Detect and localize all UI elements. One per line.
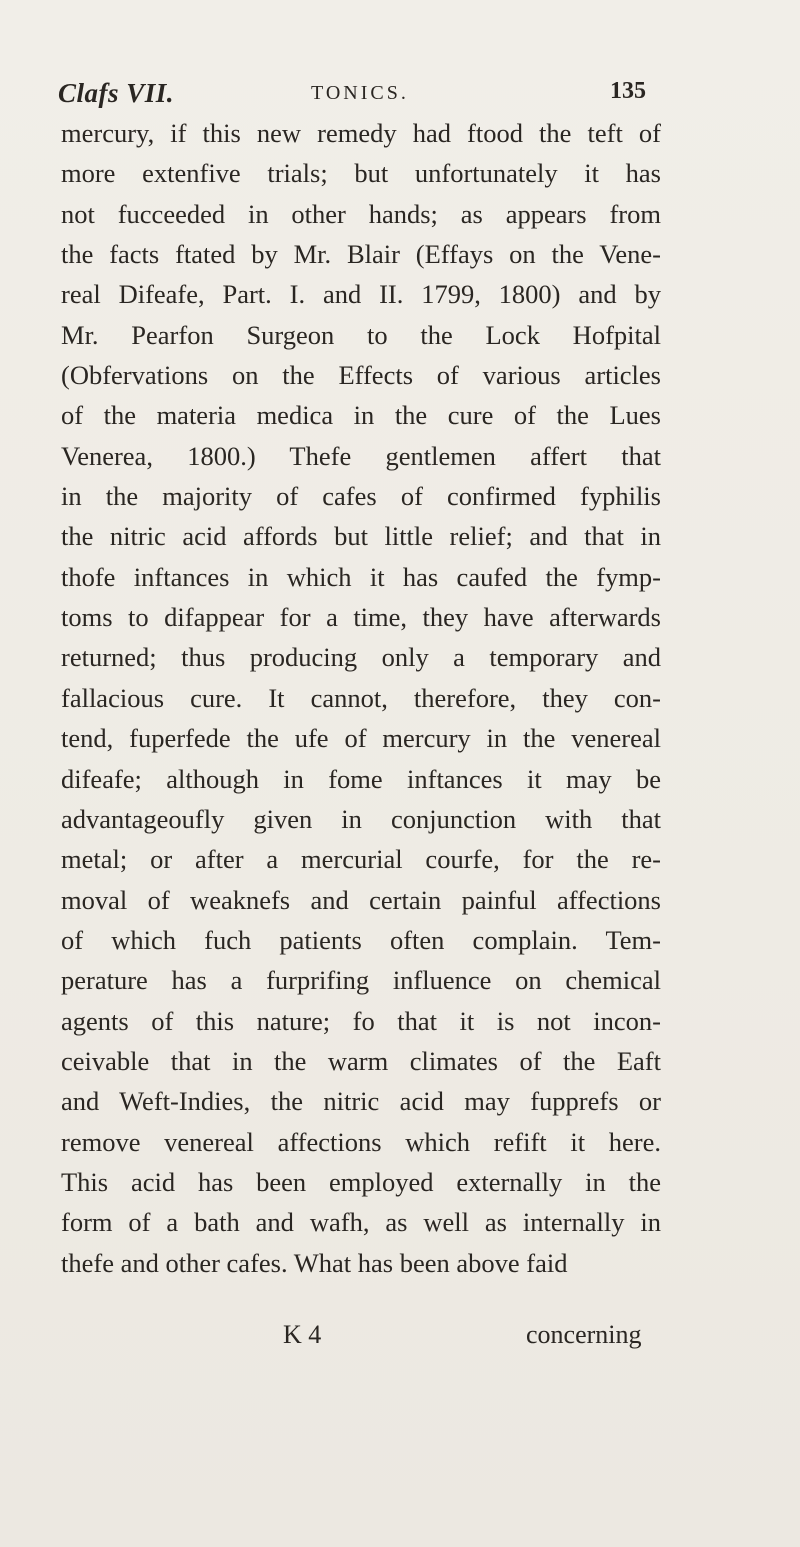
page-footer — [61, 1320, 661, 1360]
text-line: metal; or after a mercurial courfe, for the re- — [61, 844, 661, 875]
text-line: agents of this nature; fo that it is not incon- — [61, 1005, 661, 1036]
page-number: 135 — [610, 78, 646, 104]
text-line: form of a bath and wafh, as well as internally in — [61, 1207, 661, 1238]
text-line: the facts ftated by Mr. Blair (Effays on the Vene- — [61, 239, 661, 270]
text-line: in the majority of cafes of confirmed fyphilis — [61, 481, 661, 512]
catchword: concerning — [526, 1320, 642, 1349]
text-line: of the materia medica in the cure of the Lues — [61, 400, 661, 431]
text-line: fallacious cure. It cannot, therefore, they con- — [61, 682, 661, 713]
text-line: thofe inftances in which it has caufed the fymp- — [61, 561, 661, 592]
text-line: not fucceeded in other hands; as appears from — [61, 198, 661, 229]
text-line: toms to difappear for a time, they have afterwards — [61, 602, 661, 633]
text-line: thefe and other cafes. What has been above faid — [61, 1247, 568, 1278]
text-line: moval of weaknefs and certain painful affections — [61, 884, 661, 915]
text-line: more extenfive trials; but unfortunately it has — [61, 158, 661, 189]
text-line: remove venereal affections which refift it here. — [61, 1126, 661, 1157]
text-line: This acid has been employed externally in the — [61, 1166, 661, 1197]
text-line: perature has a furprifing influence on chemical — [61, 965, 661, 996]
signature-mark: K 4 — [283, 1320, 322, 1349]
text-line: Venerea, 1800.) Thefe gentlemen affert that — [61, 440, 661, 471]
text-line: Mr. Pearfon Surgeon to the Lock Hofpital — [61, 319, 661, 350]
text-line: advantageoufly given in conjunction with that — [61, 803, 661, 834]
text-line: tend, fuperfede the ufe of mercury in the venereal — [61, 723, 661, 754]
body-text — [61, 113, 661, 1283]
running-header — [58, 78, 658, 118]
text-line: of which fuch patients often complain. Tem- — [61, 924, 661, 955]
class-heading: Clafs VII. — [58, 78, 175, 108]
section-title: TONICS. — [311, 82, 409, 104]
text-line: mercury, if this new remedy had ftood the teft of — [61, 118, 661, 148]
text-line: returned; thus producing only a temporary and — [61, 642, 661, 673]
text-line: (Obfervations on the Effects of various articles — [61, 360, 661, 391]
text-line: real Difeafe, Part. I. and II. 1799, 1800) and by — [61, 279, 661, 310]
text-line: the nitric acid affords but little relief; and that in — [61, 521, 661, 552]
text-line: and Weft-Indies, the nitric acid may fupprefs or — [61, 1086, 661, 1117]
text-line: ceivable that in the warm climates of the Eaft — [61, 1045, 661, 1076]
text-line: difeafe; although in fome inftances it may be — [61, 763, 661, 794]
